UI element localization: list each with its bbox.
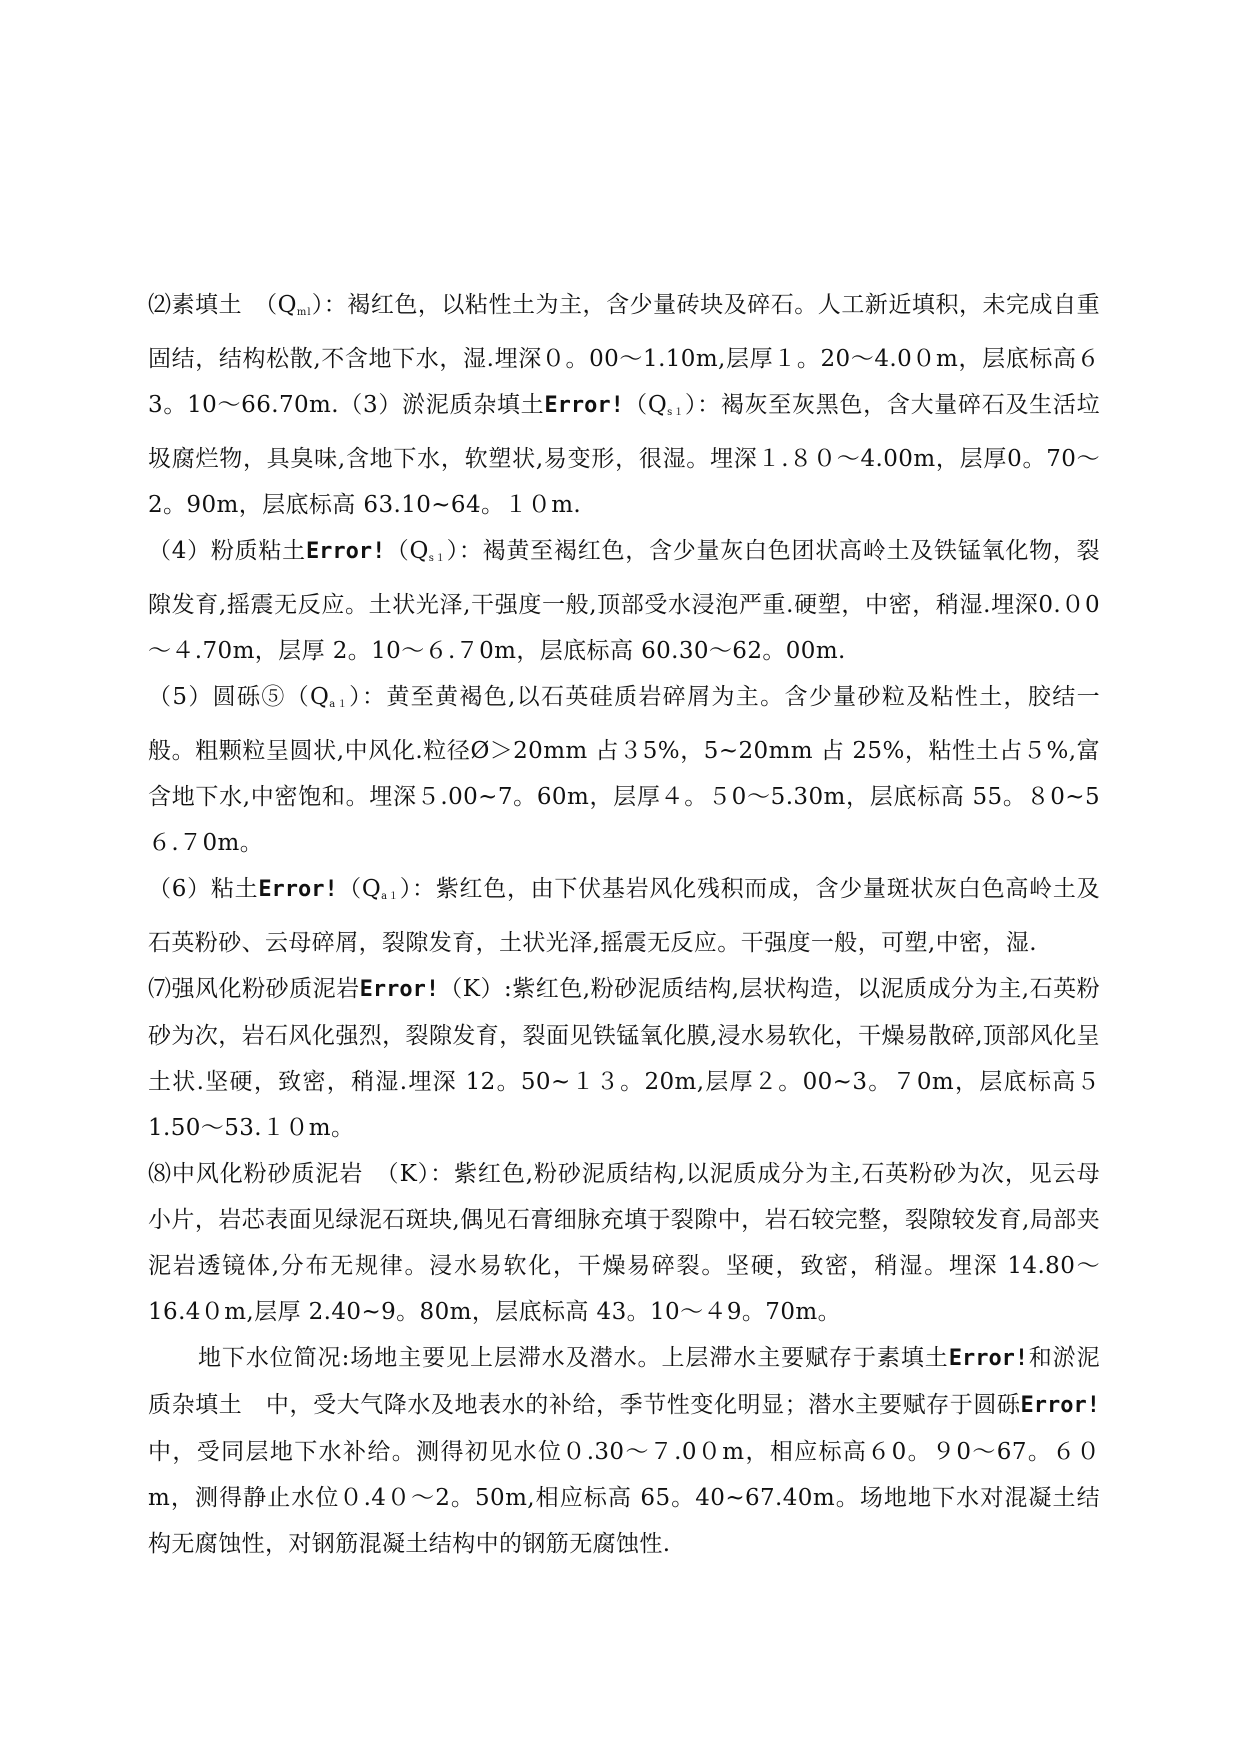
text-run: （Q — [385, 538, 429, 564]
error-marker: Error! — [948, 1346, 1029, 1371]
text-run: ）：紫红色，由下伏基岩风化残积而成，含少量斑状灰白色高岭土及石英粉砂、云母碎屑，裂隙发育，土状光泽,摇震无反应。干强度一般，可塑,中密，湿. — [148, 876, 1100, 956]
paragraph-layer-7-strongly-weathered-mudstone — [148, 966, 1100, 1151]
paragraph-layer-6-clay — [148, 866, 1100, 966]
text-run: ⑻中风化粉砂质泥岩 （K）：紫红色,粉砂泥质结构,以泥质成分为主,石英粉砂为次，见云母小片，岩芯表面见绿泥石斑块,偶见石膏细脉充填于裂隙中，岩石较完整，裂隙较发育,局部夹泥岩透镜体,分布无规律。浸水易软化，干燥易碎裂。坚硬，致密，稍湿。埋深 14.80～16.4０m,层厚 2.40~9。80m，层底标高 43。10～４9。70m。 — [148, 1161, 1100, 1325]
subscript: a１ — [329, 699, 350, 710]
error-marker: Error! — [258, 877, 338, 902]
text-run: （K）:紫红色,粉砂泥质结构,层状构造，以泥质成分为主,石英粉砂为次，岩石风化强烈，裂隙发育，裂面见铁锰氧化膜,浸水易软化，干燥易散碎,顶部风化呈土状.坚硬，致密，稍湿.埋深 12。50~１３。20m,层厚２。00~3。７0m，层底标高５1.50～53.１０m。 — [148, 976, 1101, 1141]
text-run: （Q — [623, 392, 668, 418]
subscript: s１ — [667, 407, 685, 418]
subscript: ml — [296, 307, 312, 318]
text-run: ）：褐红色，以粘性土为主，含少量砖块及碎石。人工新近填积，未完成自重固结，结构松散,不含地下水，湿.埋深０。00～1.10m,层厚１。20～4.0０m，层底标高６3。10～66.70m.（3）淤泥质杂填土 — [148, 292, 1100, 418]
text-run: （5）圆砾⑤（Q — [148, 684, 330, 710]
paragraph-layer-8-moderately-weathered-mudstone — [148, 1151, 1100, 1335]
text-run: ）：褐黄至褐红色，含少量灰白色团状高岭土及铁锰氧化物，裂隙发育,摇震无反应。土状光泽,干强度一般,顶部受水浸泡严重.硬塑，中密，稍湿.埋深0.０0～４.70m，层厚 2。10～６.７0m，层底标高 60.30～62。00m. — [148, 538, 1101, 664]
text-run: ⑵素填土 （Q — [148, 292, 297, 318]
text-run: （6）粘土 — [148, 876, 259, 902]
paragraph-layer-5-round-gravel — [148, 674, 1100, 866]
text-run: 中，受同层地下水补给。测得初见水位０.30～７.0０m，相应标高６0。９0～67。６０m，测得静止水位０.4０～2。50m,相应标高 65。40~67.40m。场地地下水对混凝土结构无腐蚀性，对钢筋混凝土结构中的钢筋无腐蚀性. — [148, 1439, 1100, 1557]
text-run: ⑺强风化粉砂质泥岩 — [148, 976, 360, 1002]
subscript: a１ — [381, 891, 400, 902]
error-marker: Error! — [1020, 1393, 1100, 1418]
text-run: （4）粉质粘土 — [148, 538, 306, 564]
paragraph-layer-2-plain-fill — [148, 282, 1100, 528]
paragraph-layer-4-silty-clay — [148, 528, 1100, 674]
error-marker: Error! — [305, 539, 386, 564]
text-run: （Q — [337, 876, 382, 902]
error-marker: Error! — [544, 393, 624, 418]
text-run: ）：褐灰至灰黑色，含大量碎石及生活垃圾腐烂物，具臭味,含地下水，软塑状,易变形，很湿。埋深１.８０～4.00m，层厚0。70～2。90m，层底标高 63.10~64。１０m. — [148, 392, 1101, 518]
text-run: 和淤泥质杂填土 中，受大气降水及地表水的补给，季节性变化明显；潜水主要赋存于圆砾 — [148, 1345, 1100, 1418]
paragraph-groundwater — [148, 1335, 1100, 1567]
document-body — [148, 282, 1100, 1567]
text-run: ）：黄至黄褐色,以石英硅质岩碎屑为主。含少量砂粒及粘性土，胶结一般。粗颗粒呈圆状,中风化.粒径Ø＞20mm 占３5%，5~20mm 占 25%，粘性土占５%,富含地下水,中密饱和。埋深５.00~7。60m，层厚４。５0～5.30m，层底标高 55。８0~5６.７0m。 — [148, 684, 1100, 856]
subscript: s１ — [428, 553, 447, 564]
error-marker: Error! — [359, 977, 440, 1002]
text-run: 地下水位简况:场地主要见上层滞水及潜水。上层滞水主要赋存于素填土 — [198, 1345, 949, 1371]
